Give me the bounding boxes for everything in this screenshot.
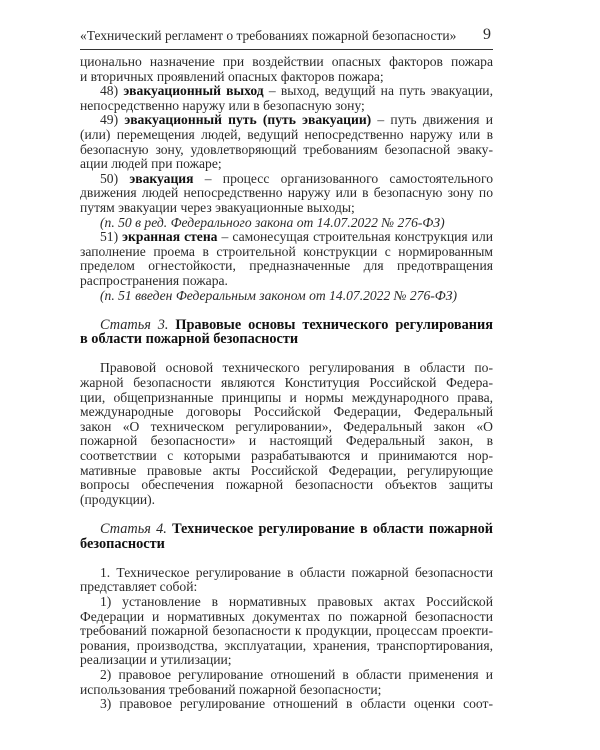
text-span: распространения пожара. — [80, 272, 228, 288]
text-span: и вторичных проявлений опасных факторов пожара; — [80, 68, 384, 84]
running-header — [80, 28, 493, 50]
text-line — [80, 653, 493, 668]
bold-term: экранная стена — [122, 229, 218, 245]
text-line — [80, 580, 493, 595]
text-line — [80, 230, 493, 245]
text-line — [80, 683, 493, 698]
text-line — [80, 55, 493, 70]
text-span: соответствии с которыми разрабатываются и принимаются нор- — [80, 448, 493, 464]
page-number: 9 — [483, 26, 491, 43]
bold-term: Правовые основы технического регулирования — [175, 316, 493, 333]
text-line — [80, 361, 493, 376]
text-line — [80, 493, 493, 508]
text-span: – процесс организованного самостоятельного — [193, 170, 493, 186]
text-span: жарной безопасности являются Конституция Российской Федера- — [80, 375, 493, 391]
text-line — [80, 449, 493, 464]
text-line — [80, 668, 493, 683]
running-header-title: «Технический регламент о требованиях пожарной безопасности» — [80, 28, 457, 43]
text-line — [80, 318, 493, 333]
text-line — [80, 128, 493, 143]
text-span: использования требований пожарной безопасности; — [80, 681, 382, 697]
text-line — [80, 186, 493, 201]
italic-text: Статья 3. — [100, 316, 176, 333]
text-line — [80, 566, 493, 581]
text-span: реализации и утилизации; — [80, 652, 232, 668]
text-line — [80, 216, 493, 231]
text-span: движения людей непосредственно наружу или в безопасную зону по — [80, 185, 493, 201]
text-span: непосредственно наружу или в безопасную зону; — [80, 97, 365, 113]
text-span: международные договоры Российской Федерации, Федеральный — [80, 404, 493, 420]
bold-term: Техническое регулирование в области пожарной — [172, 521, 493, 537]
article-heading — [80, 522, 493, 551]
text-line — [80, 464, 493, 479]
bold-term: эвакуационный путь (путь эвакуации) — [124, 112, 372, 128]
text-line — [80, 201, 493, 216]
text-span: 1. Техническое регулирование в области пожарной безопасности — [100, 564, 493, 580]
text-line — [80, 172, 493, 187]
text-line — [80, 245, 493, 260]
text-line — [80, 391, 493, 406]
italic-text: Статья 4. — [100, 521, 173, 537]
text-span: 51) — [100, 229, 123, 245]
text-span: рования, производства, эксплуатации, хранения, транспортирования, — [80, 637, 493, 653]
text-span: – путь движения и — [371, 112, 493, 128]
bold-term: эвакуация — [129, 170, 194, 186]
text-line — [80, 624, 493, 639]
text-line — [80, 595, 493, 610]
text-span: 48) — [100, 83, 124, 99]
text-block — [80, 566, 493, 712]
text-line — [80, 376, 493, 391]
text-span: 2) правовое регулирование отношений в области применения и — [100, 666, 493, 682]
text-span: ционально назначение при воздействии опасных факторов пожара — [80, 54, 493, 69]
text-line — [80, 639, 493, 654]
page-body — [80, 55, 493, 712]
text-span: путям эвакуации через эвакуационные выходы; — [80, 199, 355, 215]
text-line — [80, 537, 493, 552]
text-span: Федерации и нормативных документах по пожарной безопасности — [80, 608, 493, 624]
text-line — [80, 289, 493, 304]
text-span: безопасную зону, удовлетворяющий требованиям безопасной эваку- — [80, 141, 493, 157]
text-span: – самонесущая строительная конструкция или — [217, 229, 494, 245]
text-line — [80, 113, 493, 128]
text-line — [80, 99, 493, 114]
text-line — [80, 420, 493, 435]
text-line — [80, 478, 493, 493]
text-line — [80, 84, 493, 99]
text-span: – выход, ведущий на путь эвакуации, — [263, 83, 493, 99]
text-line — [80, 522, 493, 537]
text-span: пожарной безопасности» и настоящий Федеральный закон, в — [80, 433, 493, 449]
text-span: (или) перемещения людей, ведущий непосредственно наружу или в — [80, 126, 493, 142]
text-span: 3) правовое регулирование отношений в области оценки соот- — [100, 696, 493, 712]
text-line — [80, 405, 493, 420]
text-span: 1) установление в нормативных правовых актах Российской — [100, 593, 493, 609]
text-line — [80, 143, 493, 158]
bold-term: эвакуационный выход — [123, 83, 264, 99]
text-line — [80, 274, 493, 289]
article-heading — [80, 318, 493, 347]
text-line — [80, 610, 493, 625]
text-span: заполнение проема в строительной конструкции с нормированным — [80, 243, 493, 259]
text-line — [80, 697, 493, 712]
text-span: требований пожарной безопасности к продукции, процессам проекти- — [80, 623, 493, 639]
text-span: Правовой основой технического регулирования в области по- — [100, 360, 493, 376]
text-block — [80, 55, 493, 303]
text-span: закон «О техническом регулировании», Федеральный закон «О — [80, 418, 493, 434]
bold-term: в области пожарной безопасности — [80, 331, 299, 348]
text-line — [80, 70, 493, 85]
text-span: представляет собой: — [80, 579, 198, 595]
text-line — [80, 332, 493, 347]
text-line — [80, 157, 493, 172]
text-span: (продукции). — [80, 491, 156, 507]
text-line — [80, 434, 493, 449]
italic-text: (п. 50 в ред. Федерального закона от 14.07.2022 № 276-ФЗ) — [100, 214, 445, 230]
bold-term: безопасности — [80, 535, 165, 552]
text-span: 49) — [100, 112, 125, 128]
text-block — [80, 361, 493, 507]
text-line — [80, 259, 493, 274]
text-span: вопросы обеспечения пожарной безопасности объектов защиты — [80, 477, 493, 493]
text-span: ции, общепризнанные принципы и нормы международного права, — [80, 389, 493, 405]
italic-text: (п. 51 введен Федеральным законом от 14.07.2022 № 276-ФЗ) — [100, 287, 458, 303]
text-span: ации людей при пожаре; — [80, 156, 222, 172]
text-span: 50) — [100, 170, 130, 186]
text-span: мативные правовые акты Российской Федерации, регулирующие — [80, 462, 493, 478]
text-span: пределом огнестойкости, предназначенные для предотвращения — [80, 258, 493, 274]
